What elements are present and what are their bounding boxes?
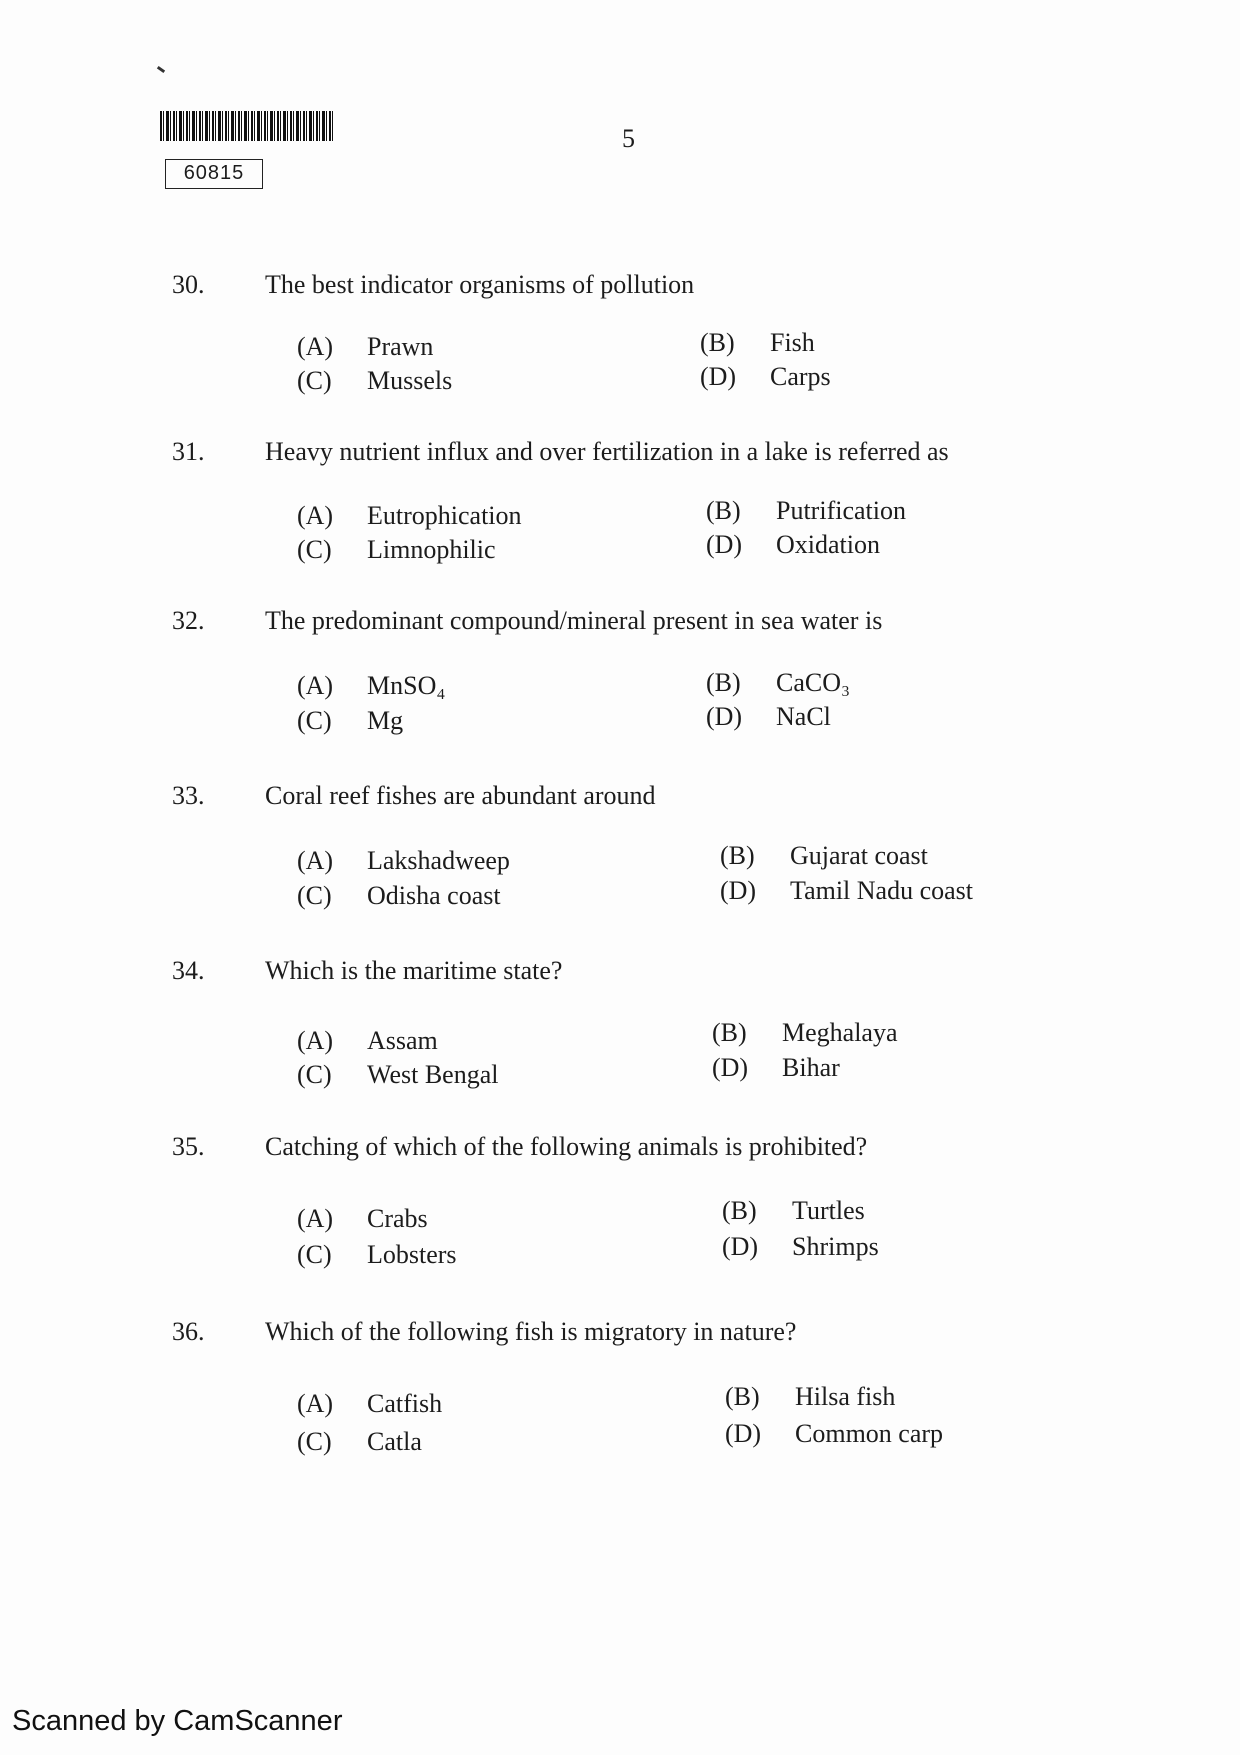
option-label: (D) bbox=[722, 1232, 759, 1261]
option-text: Catla bbox=[367, 1427, 422, 1456]
option-label: (A) bbox=[297, 332, 334, 361]
option-text: Catfish bbox=[367, 1389, 443, 1418]
scanner-watermark: Scanned by CamScanner bbox=[12, 1705, 343, 1737]
option-label: (C) bbox=[297, 1427, 332, 1456]
option-c bbox=[297, 1427, 422, 1457]
option-label: (C) bbox=[297, 535, 332, 564]
option-b bbox=[712, 1018, 898, 1048]
option-text: Shrimps bbox=[792, 1232, 879, 1261]
option-d bbox=[722, 1232, 879, 1262]
option-label: (B) bbox=[720, 841, 755, 870]
page-number: 5 bbox=[622, 124, 635, 153]
option-text: Mg bbox=[367, 706, 404, 735]
option-b bbox=[725, 1382, 895, 1412]
question-number: 36. bbox=[172, 1317, 205, 1346]
option-label: (A) bbox=[297, 1204, 334, 1233]
option-label: (A) bbox=[297, 846, 334, 875]
option-text: Carps bbox=[770, 362, 831, 391]
option-label: (B) bbox=[725, 1382, 760, 1411]
option-b bbox=[722, 1196, 865, 1226]
question-number: 35. bbox=[172, 1132, 205, 1161]
option-text: Bihar bbox=[782, 1053, 840, 1082]
option-c bbox=[297, 881, 501, 911]
option-text: Hilsa fish bbox=[795, 1382, 896, 1411]
option-label: (B) bbox=[722, 1196, 757, 1225]
paper-code-box: 60815 bbox=[165, 159, 263, 189]
option-text: Assam bbox=[367, 1026, 438, 1055]
option-label: (C) bbox=[297, 1240, 332, 1269]
option-d bbox=[706, 702, 831, 732]
option-d bbox=[712, 1053, 840, 1083]
option-b bbox=[700, 328, 815, 358]
option-label: (A) bbox=[297, 1026, 334, 1055]
question-number: 34. bbox=[172, 956, 205, 985]
option-label: (C) bbox=[297, 366, 332, 395]
option-label: (A) bbox=[297, 1389, 334, 1418]
option-text: MnSO₄ bbox=[367, 671, 446, 700]
option-text: Tamil Nadu coast bbox=[790, 876, 974, 905]
option-label: (B) bbox=[700, 328, 735, 357]
question-text: The predominant compound/mineral present in sea water is bbox=[265, 606, 883, 635]
option-c bbox=[297, 1240, 457, 1270]
option-label: (D) bbox=[720, 876, 757, 905]
option-label: (A) bbox=[297, 501, 334, 530]
option-a bbox=[297, 332, 433, 362]
option-label: (B) bbox=[706, 496, 741, 525]
option-label: (B) bbox=[712, 1018, 747, 1047]
option-label: (D) bbox=[700, 362, 737, 391]
option-text: Fish bbox=[770, 328, 815, 357]
option-text: CaCO₃ bbox=[776, 668, 851, 697]
option-text: Crabs bbox=[367, 1204, 428, 1233]
option-text: Putrification bbox=[776, 496, 906, 525]
barcode bbox=[160, 111, 334, 141]
question-text: Heavy nutrient influx and over fertilization in a lake is referred as bbox=[265, 437, 949, 466]
option-c bbox=[297, 706, 403, 736]
option-text: Oxidation bbox=[776, 530, 880, 559]
option-text: Limnophilic bbox=[367, 535, 496, 564]
option-d bbox=[725, 1419, 943, 1449]
option-d bbox=[706, 530, 880, 560]
question-text: Coral reef fishes are abundant around bbox=[265, 781, 656, 810]
option-c bbox=[297, 535, 496, 565]
option-c bbox=[297, 1060, 499, 1090]
option-a bbox=[297, 1026, 438, 1056]
option-b bbox=[706, 668, 850, 698]
option-text: Common carp bbox=[795, 1419, 944, 1448]
option-text: Mussels bbox=[367, 366, 453, 395]
option-text: NaCl bbox=[776, 702, 831, 731]
option-label: (D) bbox=[712, 1053, 749, 1082]
option-d bbox=[720, 876, 973, 906]
option-label: (C) bbox=[297, 881, 332, 910]
option-b bbox=[720, 841, 928, 871]
option-c bbox=[297, 366, 452, 396]
option-text: Eutrophication bbox=[367, 501, 522, 530]
option-label: (D) bbox=[706, 530, 743, 559]
option-label: (D) bbox=[706, 702, 743, 731]
question-text: Which of the following fish is migratory in nature? bbox=[265, 1317, 797, 1346]
question-number: 31. bbox=[172, 437, 205, 466]
option-text: Prawn bbox=[367, 332, 434, 361]
option-text: Turtles bbox=[792, 1196, 865, 1225]
option-a bbox=[297, 1389, 442, 1419]
question-number: 33. bbox=[172, 781, 205, 810]
option-a bbox=[297, 1204, 428, 1234]
option-label: (C) bbox=[297, 1060, 332, 1089]
option-label: (A) bbox=[297, 671, 334, 700]
option-a bbox=[297, 501, 522, 531]
option-label: (B) bbox=[706, 668, 741, 697]
option-d bbox=[700, 362, 831, 392]
question-number: 30. bbox=[172, 270, 205, 299]
option-text: Meghalaya bbox=[782, 1018, 898, 1047]
option-text: West Bengal bbox=[367, 1060, 499, 1089]
option-a bbox=[297, 671, 445, 701]
option-text: Odisha coast bbox=[367, 881, 501, 910]
option-text: Lobsters bbox=[367, 1240, 457, 1269]
question-text: Which is the maritime state? bbox=[265, 956, 563, 985]
option-text: Lakshadweep bbox=[367, 846, 510, 875]
option-label: (C) bbox=[297, 706, 332, 735]
option-b bbox=[706, 496, 906, 526]
question-text: Catching of which of the following animals is prohibited? bbox=[265, 1132, 868, 1161]
option-a bbox=[297, 846, 510, 876]
option-text: Gujarat coast bbox=[790, 841, 928, 870]
option-label: (D) bbox=[725, 1419, 762, 1448]
scan-mark bbox=[157, 66, 165, 73]
question-number: 32. bbox=[172, 606, 205, 635]
question-text: The best indicator organisms of pollution bbox=[265, 270, 695, 299]
